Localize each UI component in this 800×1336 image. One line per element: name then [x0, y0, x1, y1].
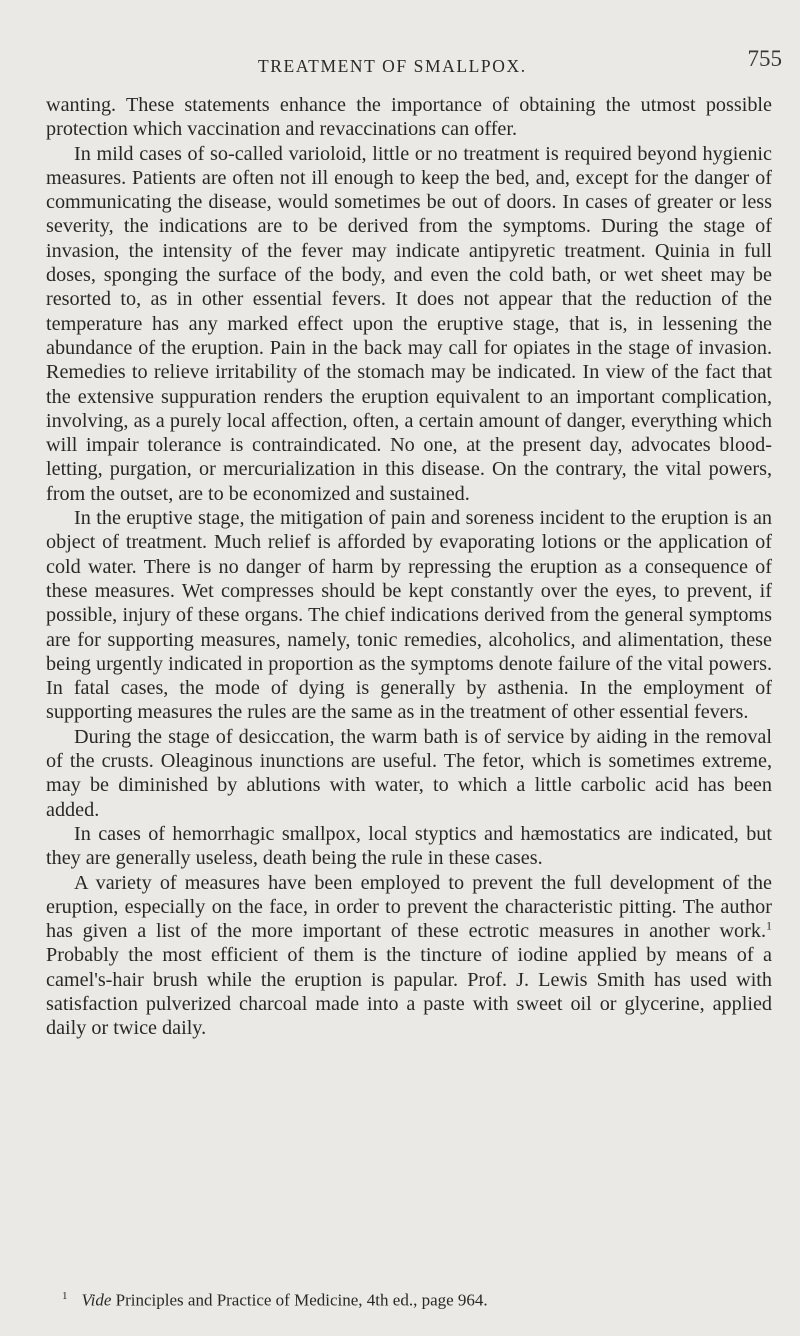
footnote	[62, 1286, 762, 1311]
footnote-vide: Vide	[81, 1290, 112, 1310]
paragraph-text: A variety of measures have been employed to prevent the full development of the eruption, especially on the face, in order to prevent the characteristic pitting. The author has given a list of the more important of these ectrotic measures in another work.	[46, 871, 772, 943]
paragraph: In cases of hemorrhagic smallpox, local styptics and hæmostatics are indicated, but they are generally useless, death being the rule in these cases.	[46, 822, 772, 870]
footnote-reference[interactable]: 1	[766, 918, 772, 933]
body-text	[46, 93, 772, 1041]
paragraph	[46, 871, 772, 1041]
paragraph-text: Probably the most efficient of them is the tincture of iodine applied by means of a camel's-hair brush while the eruption is papular. Prof. J. Lewis Smith has used with satisfaction pulverized charcoal made into a paste with sweet oil or glycerine, applied daily or twice daily.	[46, 944, 772, 1040]
footnote-text: Principles and Practice of Medicine, 4th ed., page 964.	[111, 1290, 488, 1310]
paragraph: In mild cases of so-called varioloid, little or no treatment is required beyond hygienic measures. Patients are often not ill enough to keep the bed, and, except for the danger of communicating the disease, would sometimes be out of doors. In cases of greater or less severity, the indications are to be derived from the symptoms. During the stage of invasion, the intensity of the fever may indicate antipyretic treatment. Quinia in full doses, sponging the surface of the body, and even the cold bath, or wet sheet may be resorted to, as in other essential fevers. It does not appear that the reduction of the temperature has any marked effect upon the eruptive stage, that is, in lessening the abundance of the eruption. Pain in the back may call for opiates in the stage of invasion. Remedies to relieve irritability of the stomach may be indicated. In view of the fact that the extensive suppuration renders the eruption equivalent to an important complication, involving, as a purely local affection, often, a certain amount of danger, everything which will impair tolerance is contraindicated. No one, at the present day, advocates blood-letting, purgation, or mercurialization in this disease. On the contrary, the vital powers, from the outset, are to be economized and sustained.	[46, 142, 772, 505]
running-head: TREATMENT OF SMALLPOX.	[258, 56, 527, 76]
paragraph: During the stage of desiccation, the warm bath is of service by aiding in the removal of the crusts. Oleaginous inunctions are useful. The fetor, which is sometimes extreme, may be diminished by ablutions with water, to which a little carbolic acid has been added.	[46, 725, 772, 821]
footnote-mark: 1	[62, 1290, 68, 1302]
paragraph: In the eruptive stage, the mitigation of pain and soreness incident to the eruption is an object of treatment. Much relief is afforded by evaporating lotions or the application of cold water. There is no danger of harm by repressing the eruption as a consequence of these measures. Wet compresses should be kept constantly over the eyes, to prevent, if possible, injury of these organs. The chief indications derived from the general symptoms are for supporting measures, namely, tonic remedies, alcoholics, and alimentation, these being urgently indicated in proportion as the symptoms denote failure of the vital powers. In fatal cases, the mode of dying is generally by asthenia. In the employment of supporting measures the rules are the same as in the treatment of other essential fevers.	[46, 507, 772, 724]
page-number: 755	[747, 46, 782, 71]
paragraph: wanting. These statements enhance the importance of obtaining the utmost possible protection which vaccination and revaccinations can offer.	[46, 94, 772, 141]
